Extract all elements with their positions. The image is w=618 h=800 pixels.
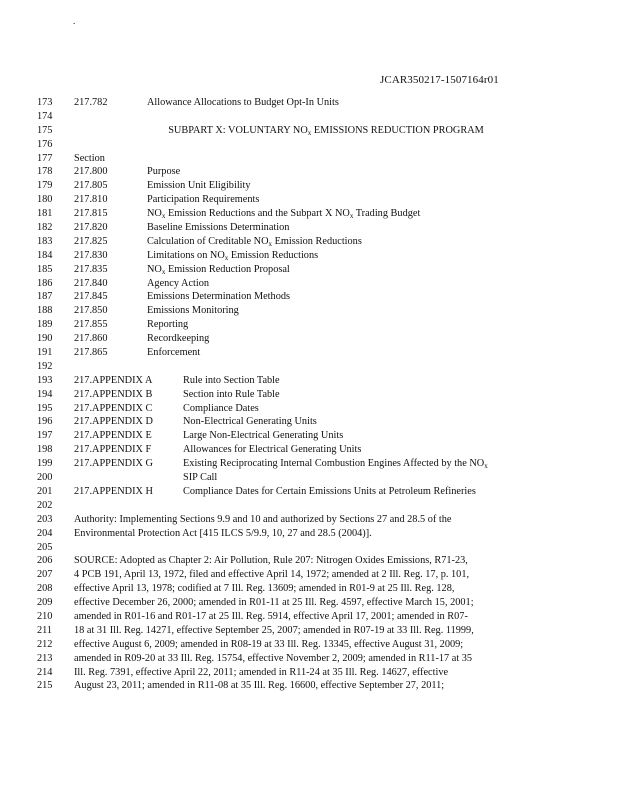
section-title: Large Non-Electrical Generating Units [183, 430, 344, 442]
paragraph-line: August 23, 2011; amended in R11-08 at 35 Ill. Reg. 16600, effective September 27, 2011; [74, 680, 445, 692]
line-number: 214 [37, 666, 53, 678]
line-row [0, 624, 618, 638]
numbered-lines [0, 96, 618, 693]
line-row [0, 110, 618, 124]
section-title: Reporting [147, 319, 189, 331]
line-row [0, 138, 618, 152]
line-number: 206 [37, 555, 53, 567]
line-row [0, 193, 618, 207]
paragraph-line: effective April 13, 1978; codified at 7 Ill. Reg. 13609; amended in R01-9 at 25 Ill. Reg. 128, [74, 583, 455, 595]
line-row [0, 499, 618, 513]
line-row [0, 388, 618, 402]
line-row [0, 249, 618, 263]
section-number: 217.820 [74, 222, 108, 234]
section-number: 217.830 [74, 249, 108, 261]
line-row [0, 96, 618, 110]
document-id: JCAR350217-1507164r01 [380, 74, 499, 86]
line-number: 186 [37, 277, 53, 289]
section-number: 217.APPENDIX A [74, 374, 153, 386]
section-title: Allowance Allocations to Budget Opt-In Units [147, 97, 339, 108]
section-number: 217.850 [74, 305, 108, 317]
paragraph-line: Ill. Reg. 7391, effective April 22, 2011; amended in R11-24 at 35 Ill. Reg. 14627, effective [74, 666, 449, 678]
section-label: Section [74, 152, 105, 164]
paragraph-line: 18 at 31 Ill. Reg. 14271, effective September 25, 2007; amended in R07-19 at 33 Ill. Reg. 11999, [74, 624, 474, 636]
line-row [0, 332, 618, 346]
section-number: 217.800 [74, 166, 108, 178]
section-title: $NO_x$ Emission Reduction Proposal [147, 263, 290, 276]
section-title: Emissions Monitoring [147, 305, 239, 317]
section-number: 217.825 [74, 235, 108, 247]
line-number: 195 [37, 402, 53, 414]
page-mark: . [73, 16, 76, 26]
line-number: 175 [37, 124, 53, 136]
section-title: Compliance Dates for Certain Emissions Units at Petroleum Refineries [183, 485, 476, 497]
line-row [0, 277, 618, 291]
section-title: Baseline Emissions Determination [147, 222, 290, 234]
section-number: 217.835 [74, 263, 108, 275]
section-number: 217.APPENDIX G [74, 458, 153, 470]
line-number: 193 [37, 374, 53, 386]
line-number: 215 [37, 680, 53, 692]
section-title: Purpose [147, 166, 181, 178]
paragraph-line: 4 PCB 191, April 13, 1972, filed and effective April 14, 1972; amended at 2 Ill. Reg. 17, p. 101, [74, 569, 470, 581]
section-number: 217.805 [74, 180, 108, 192]
line-number: 178 [37, 166, 53, 178]
section-number: 217.815 [74, 208, 108, 220]
section-number: 217.865 [74, 347, 108, 359]
line-number: 207 [37, 569, 53, 581]
line-row [0, 471, 618, 485]
line-row [0, 221, 618, 235]
line-row [0, 527, 618, 541]
section-number: 217.APPENDIX F [74, 444, 152, 456]
line-number: 177 [37, 152, 53, 164]
line-row [0, 346, 618, 360]
line-row [0, 415, 618, 429]
line-number: 187 [37, 291, 53, 303]
line-row [0, 290, 618, 304]
line-number: 179 [37, 180, 53, 192]
line-row [0, 457, 618, 471]
line-number: 204 [37, 527, 53, 539]
line-number: 198 [37, 444, 53, 456]
section-title: Compliance Dates [183, 402, 259, 414]
section-title: Existing Reciprocating Internal Combustion Engines Affected by the $NO_x$ [183, 458, 488, 471]
line-number: 184 [37, 249, 53, 261]
section-title: $NO_x$ Emission Reductions and the Subpart X $NO_x$ Trading Budget [147, 208, 421, 221]
section-title: Allowances for Electrical Generating Units [183, 444, 362, 456]
section-number: 217.782 [74, 97, 108, 108]
section-title: Calculation of Creditable $NO_x$ Emission Reductions [147, 235, 362, 248]
section-number: 217.APPENDIX C [74, 402, 153, 414]
line-number: 209 [37, 597, 53, 609]
line-number: 211 [37, 624, 53, 636]
line-number: 185 [37, 263, 53, 275]
section-number: 217.860 [74, 333, 108, 345]
section-title: Non-Electrical Generating Units [183, 416, 317, 428]
line-row [0, 165, 618, 179]
line-number: 174 [37, 110, 53, 122]
section-number: 217.APPENDIX B [74, 388, 153, 400]
line-number: 173 [37, 97, 53, 108]
line-number: 176 [37, 138, 53, 150]
paragraph-line: Environmental Protection Act [415 ILCS 5/9.9, 10, 27 and 28.5 (2004)]. [74, 527, 372, 539]
line-number: 182 [37, 222, 53, 234]
line-number: 194 [37, 388, 53, 400]
line-number: 208 [37, 583, 53, 595]
section-title: Rule into Section Table [183, 374, 280, 386]
paragraph-line: effective December 26, 2000; amended in R01-11 at 25 Ill. Reg. 4597, effective March 15, 2001; [74, 597, 474, 609]
line-row [0, 582, 618, 596]
section-title: Limitations on $NO_x$ Emission Reductions [147, 249, 319, 262]
line-number: 181 [37, 208, 53, 220]
line-row [0, 235, 618, 249]
line-row [0, 610, 618, 624]
line-number: 192 [37, 360, 53, 372]
line-number: 201 [37, 485, 53, 497]
section-title: Emission Unit Eligibility [147, 180, 251, 192]
line-row [0, 638, 618, 652]
line-row [0, 485, 618, 499]
line-row [0, 360, 618, 374]
section-title: Participation Requirements [147, 194, 260, 206]
line-number: 180 [37, 194, 53, 206]
line-number: 205 [37, 541, 53, 553]
line-number: 197 [37, 430, 53, 442]
line-number: 202 [37, 499, 53, 511]
line-row [0, 568, 618, 582]
paragraph-line: effective August 6, 2009; amended in R08-19 at 33 Ill. Reg. 13345, effective August 31, 2009; [74, 638, 464, 650]
line-number: 190 [37, 333, 53, 345]
line-row [0, 179, 618, 193]
line-number: 188 [37, 305, 53, 317]
section-title: Section into Rule Table [183, 388, 280, 400]
subpart-heading: SUBPART X: VOLUNTARY $NO_x$ EMISSIONS REDUCTION PROGRAM [168, 124, 484, 137]
line-row [0, 666, 618, 680]
section-number: 217.810 [74, 194, 108, 206]
paragraph-line: Authority: Implementing Sections 9.9 and 10 and authorized by Sections 27 and 28.5 of the [74, 513, 452, 525]
section-title: Emissions Determination Methods [147, 291, 291, 303]
line-row [0, 207, 618, 221]
paragraph-line: amended in R09-20 at 33 Ill. Reg. 15754, effective November 2, 2009; amended in R11-17 at 35 [74, 652, 473, 664]
line-number: 200 [37, 472, 53, 484]
line-number: 189 [37, 319, 53, 331]
section-number: 217.855 [74, 319, 108, 331]
line-row [0, 596, 618, 610]
section-title: Enforcement [147, 347, 201, 359]
paragraph-line: SOURCE: Adopted as Chapter 2: Air Pollution, Rule 207: Nitrogen Oxides Emissions, R71-23, [74, 555, 468, 567]
section-title: SIP Call [183, 472, 218, 484]
line-row [0, 263, 618, 277]
line-row [0, 318, 618, 332]
line-row [0, 652, 618, 666]
line-row [0, 679, 618, 693]
section-title: Agency Action [147, 277, 210, 289]
section-number: 217.APPENDIX H [74, 485, 153, 497]
line-row [0, 513, 618, 527]
line-number: 191 [37, 347, 53, 359]
line-number: 210 [37, 610, 53, 622]
section-number: 217.840 [74, 277, 108, 289]
line-row [0, 402, 618, 416]
line-row [0, 429, 618, 443]
line-number: 199 [37, 458, 53, 470]
line-number: 213 [37, 652, 53, 664]
paragraph-line: amended in R01-16 and R01-17 at 25 Ill. Reg. 5914, effective April 17, 2001; amended in R07- [74, 610, 468, 622]
section-number: 217.APPENDIX D [74, 416, 153, 428]
line-number: 203 [37, 513, 53, 525]
line-row [0, 124, 618, 138]
line-row [0, 152, 618, 166]
section-number: 217.845 [74, 291, 108, 303]
line-number: 212 [37, 638, 53, 650]
section-number: 217.APPENDIX E [74, 430, 152, 442]
line-number: 183 [37, 235, 53, 247]
line-row [0, 443, 618, 457]
section-title: Recordkeeping [147, 333, 210, 345]
line-row [0, 554, 618, 568]
line-row [0, 304, 618, 318]
line-number: 196 [37, 416, 53, 428]
line-row [0, 374, 618, 388]
line-row [0, 541, 618, 555]
